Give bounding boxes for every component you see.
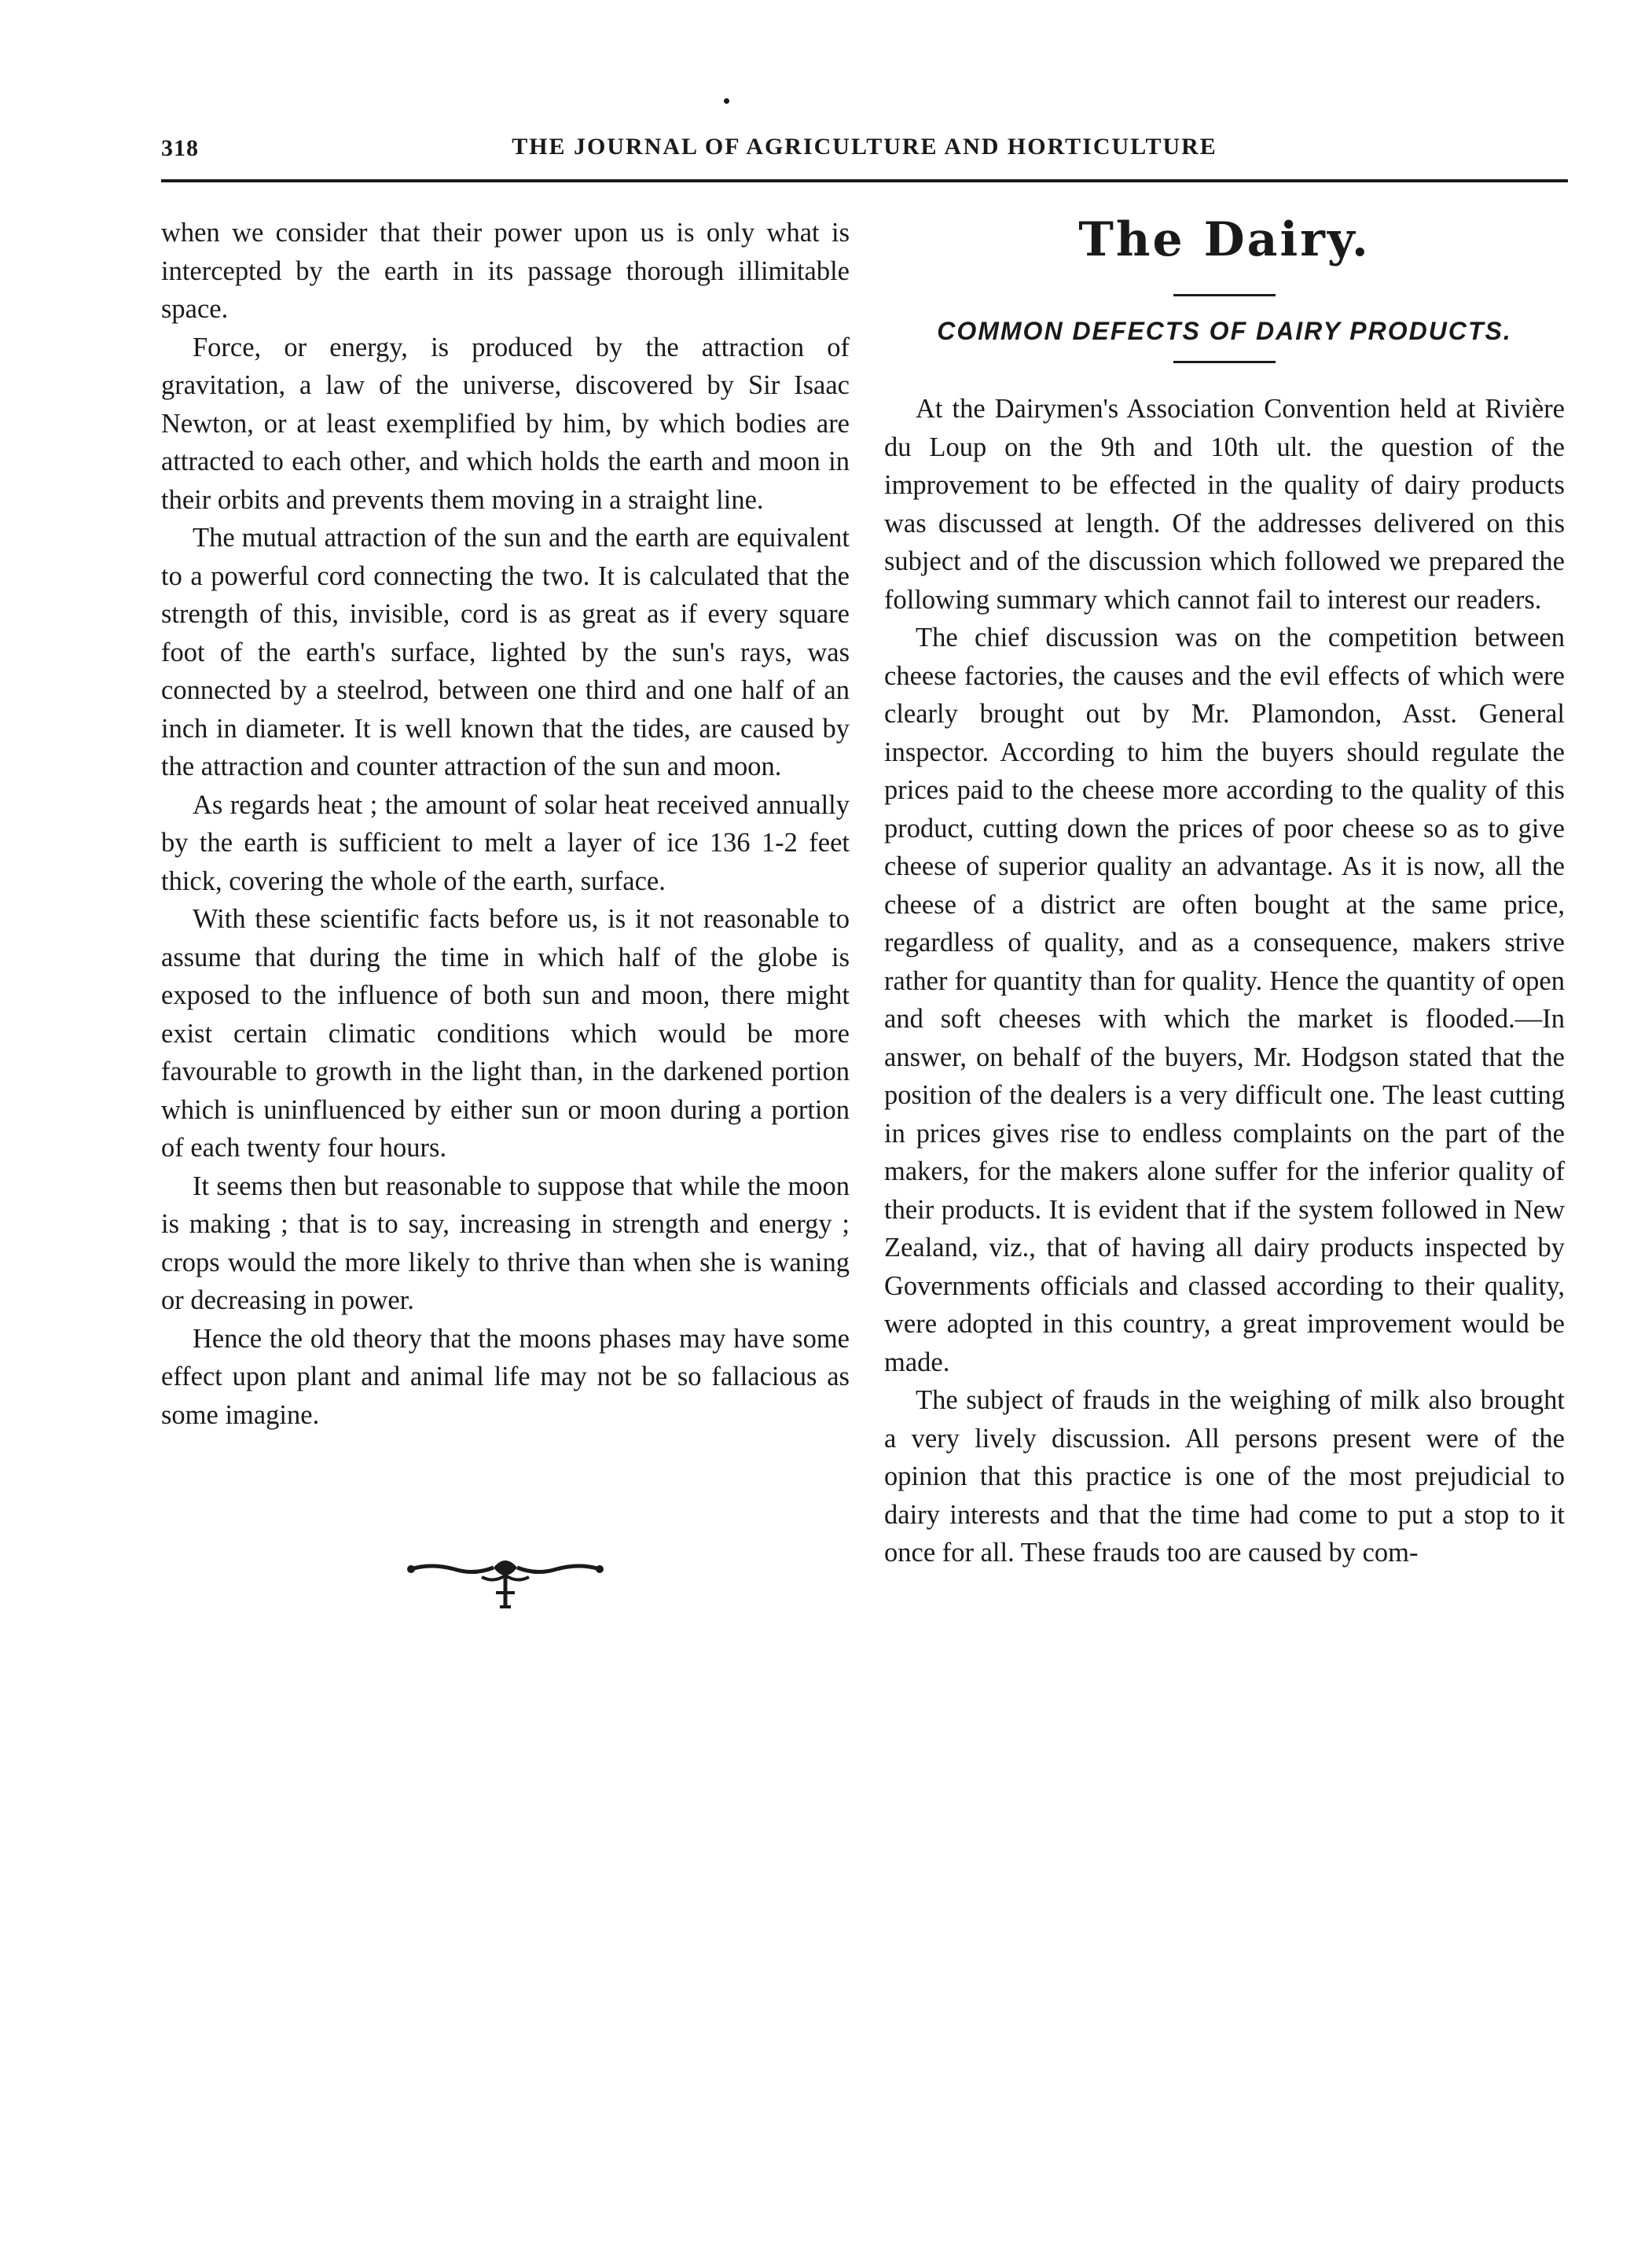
- end-ornament-icon: [407, 1552, 604, 1615]
- paragraph: It seems then but reasonable to suppose that while the moon is making ; that is to say, increasing in strength and energy ; crops would the more likely to thrive than when she is waning or decreasing in power.: [161, 1171, 850, 1315]
- ink-mark: [724, 98, 729, 104]
- paragraph: when we consider that their power upon us is only what is intercepted by the earth in its passage thorough illimitable space.: [161, 218, 850, 324]
- paragraph: At the Dairymen's Association Convention held at Rivière du Loup on the 9th and 10th ult. the question of the improvement to be effected in the quality of dairy products was discussed at length. Of the addresses delivered on this subject and of the discussion which followed we prepared the following summary which cannot fail to interest our readers.: [884, 394, 1565, 615]
- page-number: 318: [161, 135, 199, 161]
- paragraph: With these scientific facts before us, is it not reasonable to assume that during the time in which half of the globe is exposed to the influence of both sun and moon, there might exist certain climatic conditions which would be more favourable to growth in the light than, in the darkened portion which is uninfluenced by either sun or moon during a portion of each twenty four hours.: [161, 904, 850, 1163]
- paragraph: The chief discussion was on the competition between cheese factories, the causes and the evil effects of which were clearly brought out by Mr. Plamondon, Asst. General inspector. According to him the buyers should regulate the prices paid to the cheese more according to the quality of this product, cutting down the prices of poor cheese so as to give cheese of superior quality an advantage. As it is now, all the cheese of a district are often bought at the same price, regardless of quality, and as a consequence, makers strive rather for quantity than for quality. Hence the quantity of open and soft cheeses with which the market is flooded.—In answer, on behalf of the buyers, Mr. Hodgson stated that the position of the dealers is a very difficult one. The least cutting in prices gives rise to endless complaints on the part of the makers, for the makers alone suffer for the inferior quality of their products. It is evident that if the system followed in New Zealand, viz., that of having all dairy products inspected by Governments officials and classed according to their quality, were adopted in this country, a great improvement would be made.: [884, 623, 1565, 1377]
- paragraph: The mutual attraction of the sun and the earth are equivalent to a powerful cord connecting the two. It is calculated that the strength of this, invisible, cord is as great as if every square foot of the earth's surface, lighted by the sun's rays, was connected by a steelrod, between one third and one half of an inch in diameter. It is well known that the tides, are caused by the attraction and counter attraction of the sun and moon.: [161, 523, 850, 781]
- header-rule: [161, 179, 1568, 182]
- title-rule: [1173, 361, 1276, 363]
- section-title: The Dairy.: [1078, 212, 1371, 267]
- running-head: [161, 134, 1568, 171]
- right-column: [884, 214, 1565, 1572]
- title-rule: [1173, 294, 1276, 296]
- journal-title: THE JOURNAL OF AGRICULTURE AND HORTICULTURE: [512, 134, 1217, 160]
- paragraph: The subject of frauds in the weighing of milk also brought a very lively discussion. All persons present were of the opinion that this practice is one of the most prejudicial to dairy interests and that the time had come to put a stop to it once for all. These frauds too are caused by com-: [884, 1385, 1565, 1568]
- article-title: COMMON DEFECTS OF DAIRY PRODUCTS.: [937, 317, 1512, 345]
- paragraph: Force, or energy, is produced by the attraction of gravitation, a law of the universe, discovered by Sir Isaac Newton, or at least exemplified by him, by which bodies are attracted to each other, and which holds the earth and moon in their orbits and prevents them moving in a straight line.: [161, 332, 850, 515]
- paragraph: As regards heat ; the amount of solar heat received annually by the earth is sufficient to melt a layer of ice 136 1-2 feet thick, covering the whole of the earth, surface.: [161, 789, 850, 896]
- paragraph: Hence the old theory that the moons phases may have some effect upon plant and animal life may not be so fallacious as some imagine.: [161, 1323, 850, 1430]
- left-column: [161, 214, 850, 1615]
